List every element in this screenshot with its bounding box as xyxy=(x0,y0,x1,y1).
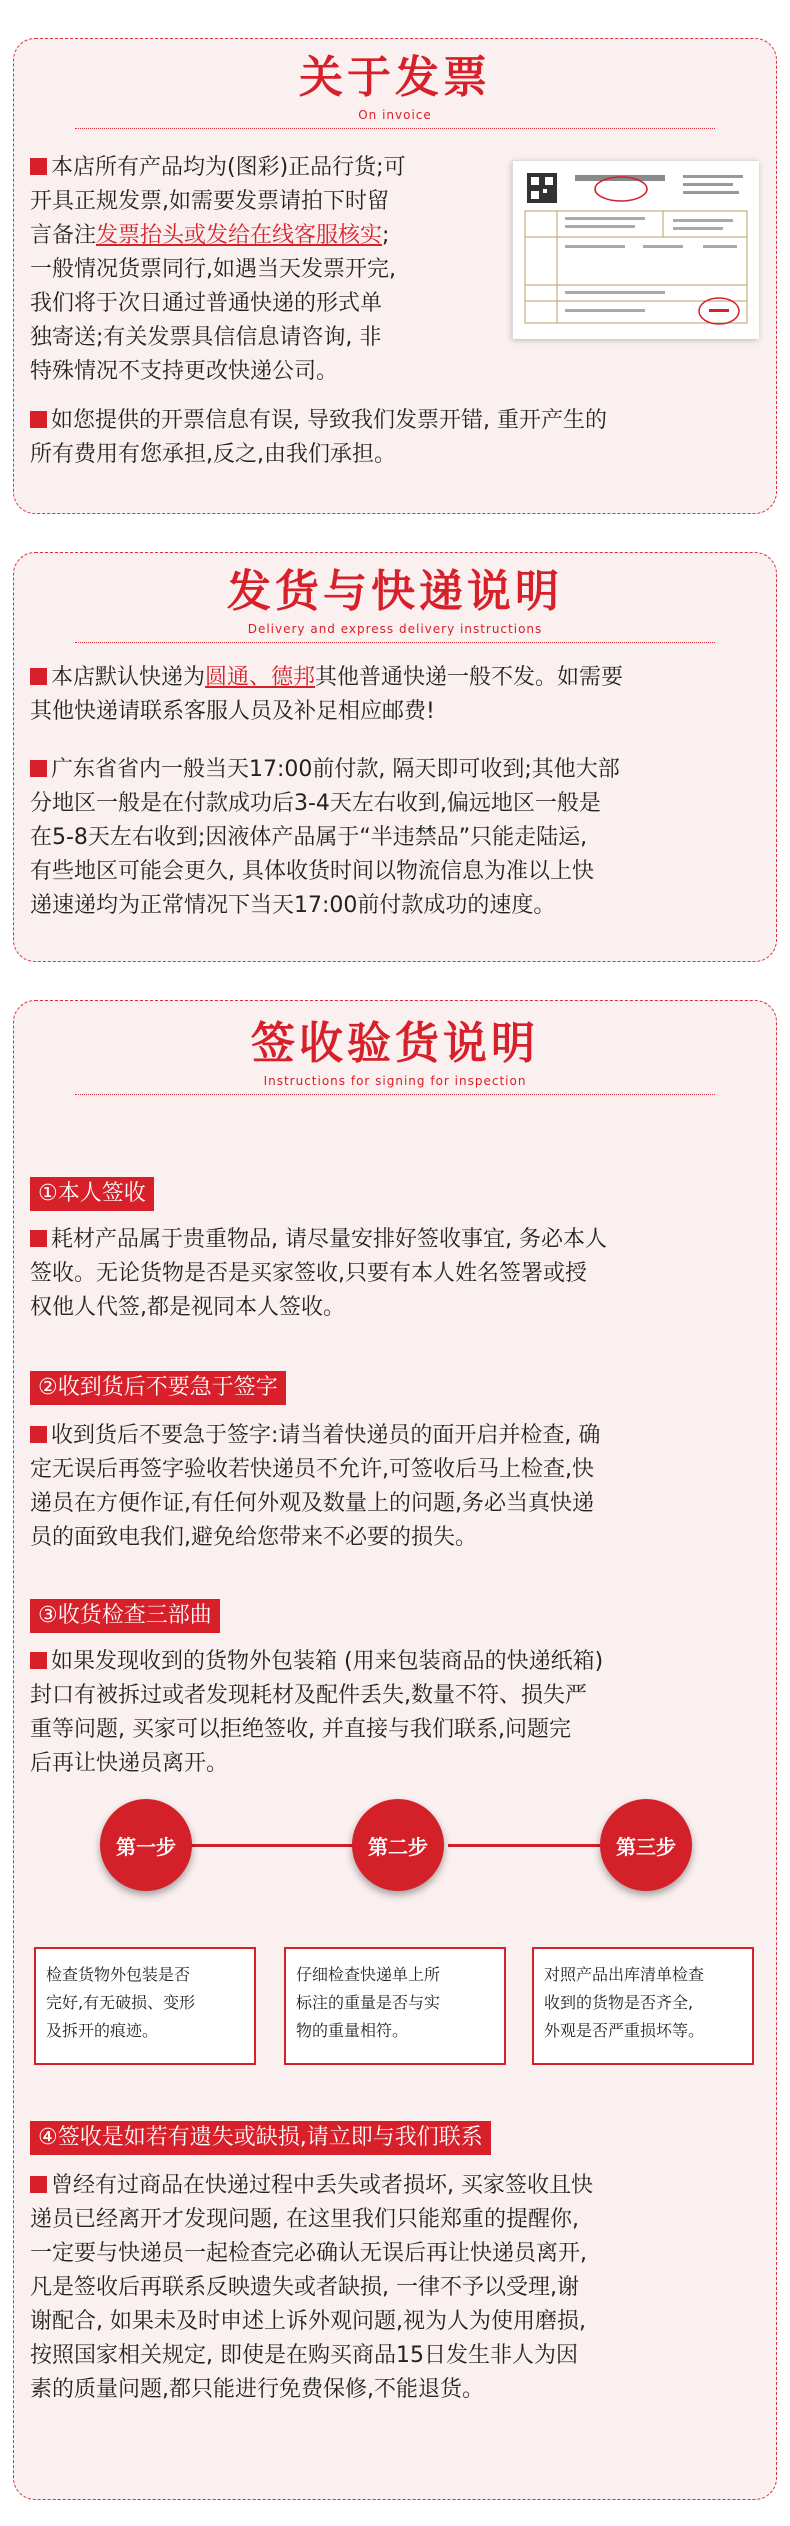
header-divider xyxy=(75,642,715,643)
invoice-paragraph-2 xyxy=(30,404,770,472)
text-line: 分地区一般是在付款成功后3-4天左右收到,偏远地区一般是 xyxy=(30,791,601,816)
text-line: 如果发现收到的货物外包装箱 (用来包装商品的快递纸箱) xyxy=(51,1649,604,1674)
delivery-title: 发货与快递说明 xyxy=(227,566,563,617)
step-2-box xyxy=(284,1947,506,2065)
text-line: 完好,有无破损、变形 xyxy=(46,1993,196,2012)
text-line: 检查货物外包装是否 xyxy=(46,1965,191,1984)
red-square-bullet-icon xyxy=(30,411,47,428)
red-square-bullet-icon xyxy=(30,158,47,175)
text-line: 素的质量问题,都只能进行免费保修,不能退货。 xyxy=(30,2377,484,2402)
text-line: 本店所有产品均为(图彩)正品行货;可 xyxy=(51,155,406,180)
text-line: 凡是签收后再联系反映遗失或者缺损, 一律不予以受理,谢 xyxy=(30,2275,579,2300)
delivery-subtitle: Delivery and express delivery instructions xyxy=(247,621,543,636)
red-square-bullet-icon xyxy=(30,1652,47,1669)
text-line: 广东省省内一般当天17:00前付款, 隔天即可收到;其他大部 xyxy=(51,757,620,782)
red-square-bullet-icon xyxy=(30,1230,47,1247)
text-line: 曾经有过商品在快递过程中丢失或者损坏, 买家签收且快 xyxy=(51,2173,593,2198)
text-line: 本店默认快递为 xyxy=(51,665,206,690)
tag-self-signing: ①本人签收 xyxy=(30,1177,154,1211)
invoice-picture-icon xyxy=(512,160,758,338)
text-line: 仔细检查快递单上所 xyxy=(296,1965,441,1984)
signing-subtitle: Instructions for signing for inspection xyxy=(263,1073,527,1088)
text-line: 递员已经离开才发现问题, 在这里我们只能郑重的提醒你, xyxy=(30,2207,579,2232)
text-line: 一定要与快递员一起检查完必确认无误后再让快递员离开, xyxy=(30,2241,587,2266)
signing-paragraph-1 xyxy=(30,1223,770,1325)
step-1-circle: 第一步 xyxy=(100,1799,192,1891)
text-line: 后再让快递员离开。 xyxy=(30,1751,229,1776)
invoice-image xyxy=(513,161,759,339)
step-2-circle: 第二步 xyxy=(352,1799,444,1891)
text-line: 按照国家相关规定, 即使是在购买商品15日发生非人为因 xyxy=(30,2343,578,2368)
text-line: 独寄送;有关发票具信信息请咨询, 非 xyxy=(30,325,382,350)
signing-title: 签收验货说明 xyxy=(251,1018,539,1069)
tag-no-rush-signing: ②收到货后不要急于签字 xyxy=(30,1371,286,1405)
invoice-paragraph-1 xyxy=(30,151,520,389)
delivery-paragraph-1 xyxy=(30,661,770,729)
step-1-box xyxy=(34,1947,256,2065)
signing-header xyxy=(14,1001,776,1095)
text-line: 递员在方便作证,有任何外观及数量上的问题,务必当真快递 xyxy=(30,1491,594,1516)
text-line: 重等问题, 买家可以拒绝签收, 并直接与我们联系,问题完 xyxy=(30,1717,571,1742)
signing-paragraph-4 xyxy=(30,2169,770,2407)
text-line: 开具正规发票,如需要发票请拍下时留 xyxy=(30,189,389,214)
text-line: 其他快递请联系客服人员及补足相应邮费! xyxy=(30,699,435,724)
header-divider xyxy=(75,128,715,129)
text-line: 定无误后再签字验收若快递员不允许,可签收后马上检查,快 xyxy=(30,1457,594,1482)
text-line: 及拆开的痕迹。 xyxy=(46,2021,159,2040)
tag-report-missing: ④签收是如若有遗失或缺损,请立即与我们联系 xyxy=(30,2121,491,2155)
delivery-paragraph-2 xyxy=(30,753,770,923)
delivery-section xyxy=(13,552,777,962)
delivery-header xyxy=(14,553,776,643)
text-line: 在5-8天左右收到;因液体产品属于“半违禁品”只能走陆运, xyxy=(30,825,588,850)
text-line: 权他人代签,都是视同本人签收。 xyxy=(30,1295,345,1320)
text-line: 特殊情况不支持更改快递公司。 xyxy=(30,359,339,384)
text-line: 收到的货物是否齐全, xyxy=(544,1993,694,2012)
invoice-title: 关于发票 xyxy=(299,52,491,103)
text-line: 有些地区可能会更久, 具体收货时间以物流信息为准以上快 xyxy=(30,859,594,884)
text-line: 员的面致电我们,避免给您带来不必要的损失。 xyxy=(30,1525,477,1550)
red-square-bullet-icon xyxy=(30,2176,47,2193)
text-line: ; xyxy=(382,223,390,248)
text-line: 其他普通快递一般不发。如需要 xyxy=(315,665,624,690)
step-3-circle: 第三步 xyxy=(600,1799,692,1891)
text-line: 签收。无论货物是否是买家签收,只要有本人姓名签署或授 xyxy=(30,1261,587,1286)
text-line: 封口有被拆过或者发现耗材及配件丢失,数量不符、损失严 xyxy=(30,1683,587,1708)
signing-paragraph-3 xyxy=(30,1645,770,1781)
text-line: 物的重量相符。 xyxy=(296,2021,409,2040)
text-line: 收到货后不要急于签字:请当着快递员的面开启并检查, 确 xyxy=(51,1423,601,1448)
text-line: 一般情况货票同行,如遇当天发票开完, xyxy=(30,257,396,282)
text-line: 言备注 xyxy=(30,223,97,248)
red-square-bullet-icon xyxy=(30,668,47,685)
text-line: 我们将于次日通过普通快递的形式单 xyxy=(30,291,383,316)
tag-inspection-steps: ③收货检查三部曲 xyxy=(30,1599,220,1633)
step-connector xyxy=(448,1844,600,1847)
text-line: 如您提供的开票信息有误, 导致我们发票开错, 重开产生的 xyxy=(51,408,607,433)
signing-section xyxy=(13,1000,777,2500)
text-line: 所有费用有您承担,反之,由我们承担。 xyxy=(30,442,396,467)
invoice-subtitle: On invoice xyxy=(358,107,432,122)
text-line: 外观是否严重损坏等。 xyxy=(544,2021,705,2040)
text-line: 标注的重量是否与实 xyxy=(296,1993,441,2012)
courier-link[interactable]: 圆通、德邦 xyxy=(205,665,316,690)
text-line: 递速递均为正常情况下当天17:00前付款成功的速度。 xyxy=(30,893,556,918)
invoice-contact-link[interactable]: 发票抬头或发给在线客服核实 xyxy=(96,223,383,248)
text-line: 耗材产品属于贵重物品, 请尽量安排好签收事宜, 务必本人 xyxy=(51,1227,607,1252)
header-divider xyxy=(75,1094,715,1095)
signing-paragraph-2 xyxy=(30,1419,770,1555)
invoice-header xyxy=(14,39,776,129)
step-connector xyxy=(164,1844,354,1847)
text-line: 谢配合, 如果未及时申述上诉外观问题,视为人为使用磨损, xyxy=(30,2309,586,2334)
red-square-bullet-icon xyxy=(30,1426,47,1443)
red-square-bullet-icon xyxy=(30,760,47,777)
step-3-box xyxy=(532,1947,754,2065)
text-line: 对照产品出库清单检查 xyxy=(544,1965,705,1984)
